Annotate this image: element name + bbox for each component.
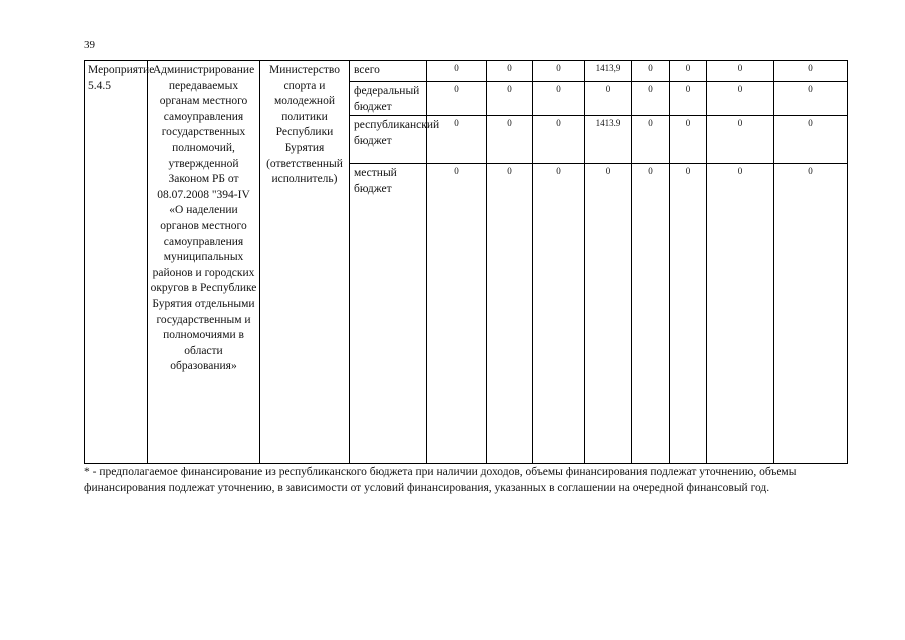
value-cell: 0	[670, 164, 707, 464]
value-cell: 0	[533, 61, 585, 82]
value-cell: 0	[533, 164, 585, 464]
funding-source-cell: федеральный бюджет	[350, 82, 427, 116]
value-cell: 0	[774, 116, 848, 164]
budget-table	[84, 60, 848, 464]
value-cell: 0	[533, 116, 585, 164]
funding-source-cell: всего	[350, 61, 427, 82]
value-cell: 0	[585, 164, 632, 464]
value-cell: 0	[774, 82, 848, 116]
value-cell: 0	[427, 61, 487, 82]
value-cell: 0	[427, 164, 487, 464]
measure-name-cell: Администрирование передаваемых органам местного самоуправления государственных полномочий, утвержденной Законом РБ от 08.07.2008 "394-IV «О наделении органов местного самоуправления муниципальных районов и городских округов в Республике Бурятия отдельными государственным и полномочиями в области образования»	[148, 61, 260, 464]
value-cell: 0	[632, 164, 670, 464]
value-cell: 0	[707, 164, 774, 464]
funding-source-cell: республиканский бюджет	[350, 116, 427, 164]
value-cell: 0	[670, 116, 707, 164]
value-cell: 0	[670, 61, 707, 82]
value-cell: 0	[487, 82, 533, 116]
value-cell: 0	[487, 116, 533, 164]
value-cell: 0	[487, 164, 533, 464]
value-cell: 0	[632, 82, 670, 116]
value-cell: 1413.9	[585, 116, 632, 164]
value-cell: 0	[427, 82, 487, 116]
value-cell: 0	[632, 61, 670, 82]
page-number: 39	[84, 39, 95, 51]
executor-cell: Министерство спорта и молодежной политики Республики Бурятия (ответственный исполнитель)	[260, 61, 350, 464]
footnote: * - предполагаемое финансирование из республиканского бюджета при наличии доходов, объемы финансирования подлежат уточнению, объемы финансирования подлежат уточнению, в зависимости от условий финансирования, указанных в соглашении на очередной финансовый год.	[84, 466, 797, 494]
value-cell: 0	[670, 82, 707, 116]
value-cell: 0	[774, 164, 848, 464]
measure-cell: Мероприятие 5.4.5	[85, 61, 148, 464]
value-cell: 0	[707, 61, 774, 82]
value-cell: 0	[533, 82, 585, 116]
value-cell: 0	[707, 116, 774, 164]
funding-source-cell: местный бюджет	[350, 164, 427, 464]
value-cell: 0	[585, 82, 632, 116]
value-cell: 0	[632, 116, 670, 164]
value-cell: 0	[487, 61, 533, 82]
value-cell: 0	[774, 61, 848, 82]
table-row	[85, 61, 848, 82]
value-cell: 1413,9	[585, 61, 632, 82]
value-cell: 0	[427, 116, 487, 164]
value-cell: 0	[707, 82, 774, 116]
